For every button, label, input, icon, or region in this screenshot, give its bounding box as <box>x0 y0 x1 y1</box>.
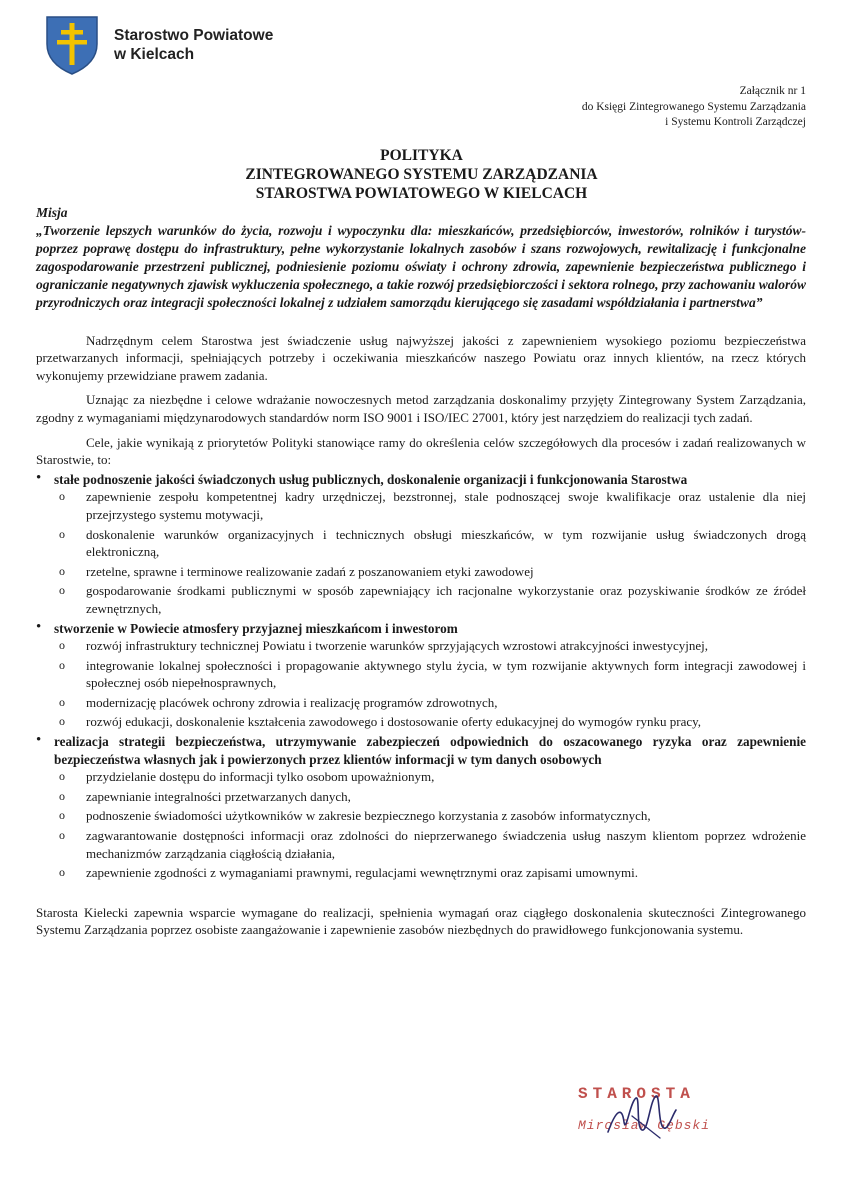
mission-statement: „Tworzenie lepszych warunków do życia, rozwoju i wypoczynku dla: mieszkańców, przedsiębiorców, inwestorów, rolników i turystów-poprzez poprawę dostępu do infrastruktury, pełne wykorzystanie lokalnych zasobów i szans rozwojowych, rewitalizację i funkcjonalne zagospodarowanie przestrzeni publicznej, podniesienie poziomu oświaty i ochrony zdrowia, zapewnienie bezpieczeństwa publicznego i ograniczanie negatywnych zjawisk wykluczenia społecznego, a takie rozwój przedsiębiorczości i sektora rolnego, przy zachowaniu walorów przyrodniczych oraz integracji społeczności lokalnej z udziałem samorządu kierującego się zasadami współdziałania i partnerstwa” <box>36 222 806 310</box>
annex-note <box>582 84 806 131</box>
document-title <box>0 146 843 203</box>
title-line3: STAROSTWA POWIATOWEGO W KIELCACH <box>255 185 588 202</box>
annex-line3: i Systemu Kontroli Zarządczej <box>665 116 806 128</box>
goals-list <box>36 471 806 882</box>
title-line1: POLITYKA <box>380 147 463 164</box>
handwritten-signature <box>602 1088 682 1148</box>
organization-name <box>114 26 273 64</box>
paragraph-iso-system: Uznając za niezbędne i celowe wdrażanie nowoczesnych metod zarządzania doskonalimy przyjęty Zintegrowany System Zarządzania, zgodny z wymaganiami międzynarodowych standardów norm ISO 9001 i ISO/IEC 27001, który jest narzędziem do realizacji tych zadań. <box>36 392 806 425</box>
org-name-line1: Starostwo Powiatowe <box>114 27 274 44</box>
subitem: o zapewnianie integralności przetwarzanych danych, <box>54 788 806 806</box>
mission-label: Misja <box>36 205 68 220</box>
subitem: o zapewnienie zespołu kompetentnej kadry urzędniczej, bezstronnej, stale podnoszącej swoje kwalifikacje oraz ustalenie dla niej przejrzystego systemu motywacji, <box>54 488 806 523</box>
goal-item <box>36 471 806 618</box>
subitem: o podnoszenie świadomości użytkowników w zakresie bezpiecznego korzystania z zasobów informatycznych, <box>54 807 806 825</box>
goal-subitems <box>54 488 806 617</box>
subitem: o doskonalenie warunków organizacyjnych i technicznych obsługi mieszkańców, w tym rozwijanie usług świadczonych drogą elektroniczną, <box>54 526 806 561</box>
stamp-title: STAROSTA <box>578 1085 695 1103</box>
annex-line2: do Księgi Zintegrowanego Systemu Zarządzania <box>581 100 806 113</box>
goal-item <box>36 733 806 882</box>
org-name-line2: w Kielcach <box>114 46 195 63</box>
subitem: o przydzielanie dostępu do informacji tylko osobom upoważnionym, <box>54 768 806 786</box>
subitem: o rzetelne, sprawne i terminowe realizowanie zadań z poszanowaniem etyki zawodowej <box>54 563 806 581</box>
document-body <box>36 204 806 939</box>
goal-item <box>36 620 806 732</box>
subitem: o modernizację placówek ochrony zdrowia i realizację programów zdrowotnych, <box>54 694 806 712</box>
annex-line1: Załącznik nr 1 <box>739 85 806 97</box>
goal-title: • realizacja strategii bezpieczeństwa, utrzymywanie zabezpieczeń odpowiednich do oszacowanego ryzyka oraz zapewnienie bezpieczeństwa własnych jak i powierzonych przez klientów informacji w tym danych osobowych <box>54 734 806 767</box>
title-line2: ZINTEGROWANEGO SYSTEMU ZARZĄDZANIA <box>245 166 598 183</box>
subitem: o zagwarantowanie dostępności informacji oraz zdolności do nieprzerwanego świadczenia usług naszym klientom poprzez wdrożenie mechanizmów zarządzania ciągłością działania, <box>54 827 806 862</box>
paragraph-main-goal: Nadrzędnym celem Starostwa jest świadczenie usług najwyższej jakości z zapewnieniem wysokiego poziomu bezpieczeństwa przetwarzanych informacji, spełniających potrzeby i oczekiwania mieszkańców naszego Powiatu oraz innych klientów, na rzecz których wykonujemy przewidziane prawem zadania. <box>36 332 806 383</box>
goal-subitems <box>54 768 806 882</box>
subitem: o integrowanie lokalnej społeczności i propagowanie aktywnego stylu życia, w tym rozwijanie aktywnych form integracji zawodowej i społecznej osób niepełnosprawnych, <box>54 657 806 692</box>
closing-paragraph: Starosta Kielecki zapewnia wsparcie wymagane do realizacji, spełnienia wymagań oraz ciągłego doskonalenia skuteczności Zintegrowanego Systemu Zarządzania poprzez osobiste zaangażowanie i zapewnienie zasobów niezbędnych do prawidłowego funkcjonowania systemu. <box>36 904 806 938</box>
goal-title: • stworzenie w Powiecie atmosfery przyjaznej mieszkańcom i inwestorom <box>54 620 458 636</box>
header <box>44 14 273 76</box>
goal-subitems <box>54 637 806 731</box>
stamp-name: Mirosław Gębski <box>578 1118 711 1133</box>
subitem: o gospodarowanie środkami publicznymi w sposób zapewniający ich racjonalne wykorzystanie oraz pozyskiwanie środków ze źródeł zewnętrznych, <box>54 582 806 617</box>
subitem: o rozwój edukacji, doskonalenie kształcenia zawodowego i dostosowanie oferty edukacyjnej do wymogów rynku pracy, <box>54 713 806 731</box>
paragraph-goals-intro: Cele, jakie wynikają z priorytetów Polityki stanowiące ramy do określenia celów szczegółowych dla procesów i zadań realizowanych w Starostwie, to: <box>36 434 806 468</box>
coat-of-arms-icon <box>44 14 100 76</box>
goal-title: • stałe podnoszenie jakości świadczonych usług publicznych, doskonalenie organizacji i funkcjonowania Starostwa <box>54 471 688 487</box>
subitem: o rozwój infrastruktury technicznej Powiatu i tworzenie warunków sprzyjających wzrostowi atrakcyjności inwestycyjnej, <box>54 637 806 655</box>
subitem: o zapewnienie zgodności z wymaganiami prawnymi, regulacjami wewnętrznymi oraz zapisami umownymi. <box>54 864 806 882</box>
